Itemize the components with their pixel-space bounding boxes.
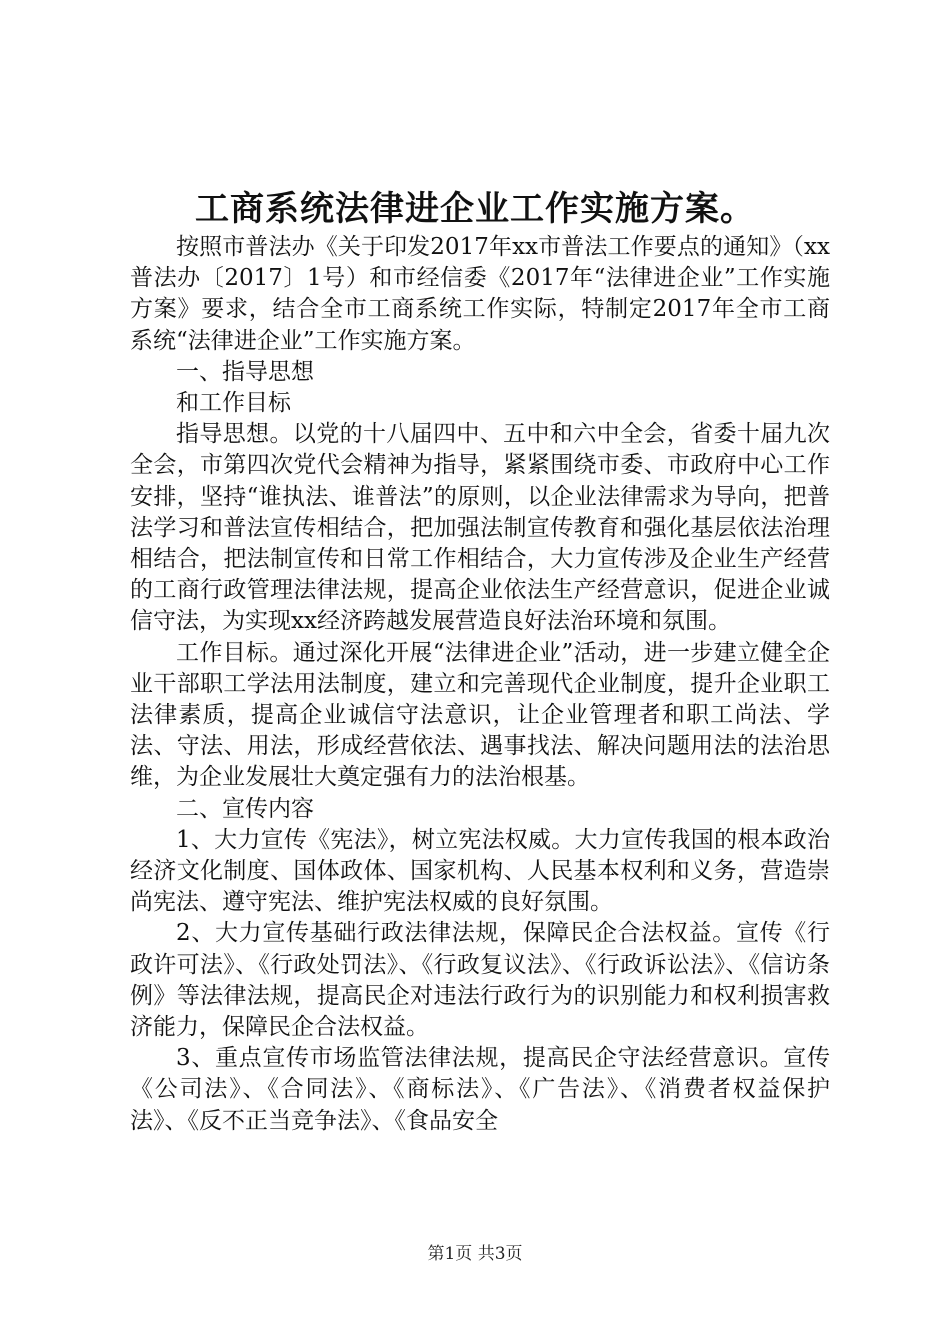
guiding-ideology-paragraph: 指导思想。以党的十八届四中、五中和六中全会，省委十届九次全会，市第四次党代会精神为指导，紧紧围绕市委、市政府中心工作安排，坚持“谁执法、谁普法”的原则，以企业法律需求为导向，把普法学习和普法宣传相结合，把加强法制宣传教育和强化基层依法治理相结合，把法制宣传和日常工作相结合，大力宣传涉及企业生产经营的工商行政管理法律法规，提高企业依法生产经营意识，促进企业诚信守法，为实现xx经济跨越发展营造良好法治环境和氛围。 [130,421,830,635]
content-item-3: 3、重点宣传市场监管法律法规，提高民企守法经营意识。宣传《公司法》、《合同法》、《商标法》、《广告法》、《消费者权益保护法》、《反不正当竞争法》、《食品安全 [130,1045,830,1134]
document-body [130,232,830,1137]
section-heading-1: 一、指导思想 [176,358,314,385]
document-title: 工商系统法律进企业工作实施方案。 [195,189,755,229]
work-goal-paragraph: 工作目标。通过深化开展“法律进企业”活动，进一步建立健全企业干部职工学法用法制度，建立和完善现代企业制度，提升企业职工法律素质，提高企业诚信守法意识，让企业管理者和职工尚法、学法、守法、用法，形成经营依法、遇事找法、解决问题用法的法治思维，为企业发展壮大奠定强有力的法治根基。 [130,639,830,791]
content-item-1: 1、大力宣传《宪法》，树立宪法权威。大力宣传我国的根本政治经济文化制度、国体政体、国家机构、人民基本权利和义务，营造崇尚宪法、遵守宪法、维护宪法权威的良好氛围。 [130,826,830,916]
page-number-footer: 第1页 共3页 [427,1244,523,1264]
section-heading-1-cont: 和工作目标 [176,390,291,417]
intro-paragraph: 按照市普法办《关于印发2017年xx市普法工作要点的通知》（xx普法办〔2017〕1号）和市经信委《2017年“法律进企业”工作实施方案》要求，结合全市工商系统工作实际，特制定2017年全市工商系统“法律进企业”工作实施方案。 [130,234,830,354]
section-heading-2: 二、宣传内容 [176,795,314,822]
content-item-2: 2、大力宣传基础行政法律法规，保障民企合法权益。宣传《行政许可法》、《行政处罚法》、《行政复议法》、《行政诉讼法》、《信访条例》等法律法规，提高民企对违法行政行为的识别能力和权利损害救济能力，保障民企合法权益。 [130,920,830,1041]
